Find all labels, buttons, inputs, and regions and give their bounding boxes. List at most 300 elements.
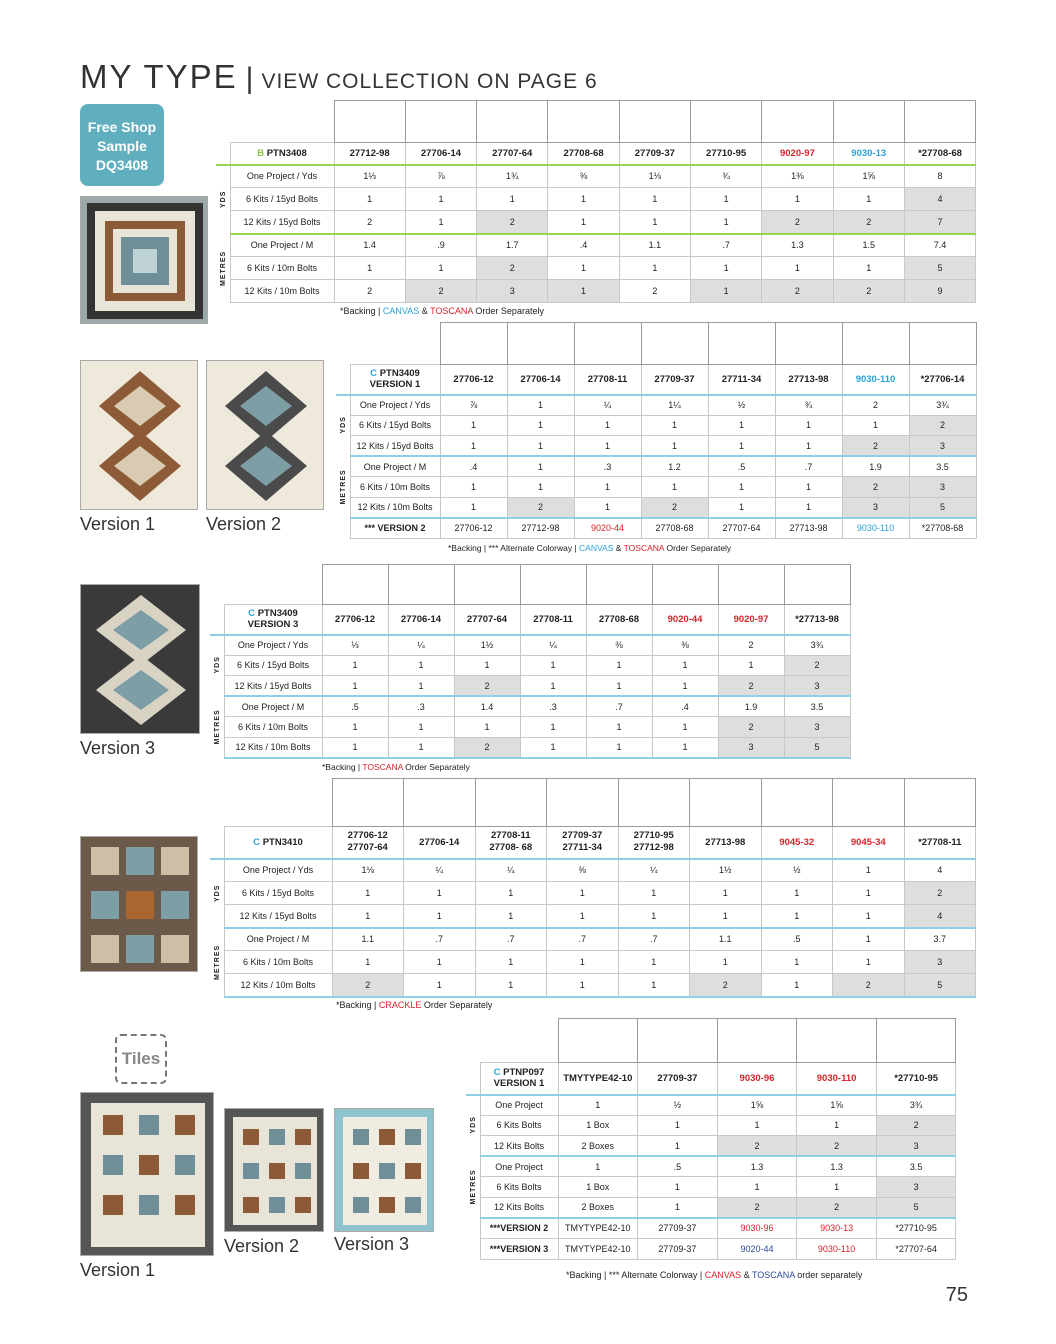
quantity-cell: 1	[775, 497, 842, 518]
quantity-cell: 2	[717, 1197, 797, 1218]
quantity-row	[210, 928, 976, 951]
tiles-version-3-label: Version 3	[334, 1234, 410, 1254]
quantity-row	[466, 1177, 956, 1198]
quilt-image-ptn3409-version-2	[206, 360, 324, 510]
quantity-cell: ¼	[574, 395, 641, 416]
quantity-cell: 1	[833, 859, 905, 882]
quantity-cell: 2	[332, 974, 404, 997]
fabric-code: 27710-95 27712-98	[618, 827, 690, 859]
row-label: One Project / M	[224, 696, 322, 717]
pattern-prefix: C	[253, 836, 261, 848]
quantity-cell: 1	[618, 951, 690, 974]
quantity-cell: 1	[475, 882, 547, 905]
row-label: 6 Kits / 10m Bolts	[224, 951, 332, 974]
quantity-cell: 1.2	[641, 456, 708, 477]
row-label: 6 Kits / 15yd Bolts	[224, 655, 322, 676]
fabric-code: 9030-110	[842, 518, 909, 539]
quantity-cell: 1	[405, 257, 476, 280]
note-toscana: TOSCANA	[751, 1270, 795, 1280]
quantity-row	[210, 859, 976, 882]
quantity-cell: 3.7	[904, 928, 976, 951]
fabric-code: 27709-37	[619, 143, 690, 165]
quilt-image-ptnp097-version-3	[334, 1108, 434, 1232]
quantity-cell: 1	[475, 951, 547, 974]
quantity-cell: 2	[797, 1197, 877, 1218]
quantity-cell: 1	[618, 882, 690, 905]
yds-side-label: YDS	[213, 656, 221, 674]
quantity-cell: 1	[440, 477, 507, 498]
quantity-cell: 1.5	[833, 234, 904, 257]
quantity-cell: 1⅓	[334, 165, 405, 188]
row-label: One Project / M	[224, 928, 332, 951]
fabric-code: 27711-34	[708, 365, 775, 395]
quantity-cell: 1	[833, 928, 905, 951]
quantity-cell: 1	[454, 655, 520, 676]
fabric-code: 27707-64	[454, 605, 520, 635]
quilt-image-ptn3410	[80, 836, 198, 972]
quantity-row	[216, 211, 976, 234]
quantity-cell: 2	[334, 280, 405, 303]
quantity-cell: 9	[904, 280, 975, 303]
pattern-prefix: C	[493, 1067, 501, 1079]
quantity-cell: 1.4	[334, 234, 405, 257]
note-toscana: TOSCANA	[362, 762, 403, 772]
quantity-cell: 1	[507, 436, 574, 457]
quantity-cell: 1	[520, 737, 586, 758]
row-label: 6 Kits / 10m Bolts	[224, 717, 322, 738]
quantity-row	[466, 1156, 956, 1177]
quantity-cell: 2	[797, 1136, 877, 1157]
fabric-code: *27710-95	[876, 1218, 956, 1239]
quantity-cell: 1	[548, 257, 619, 280]
version-1-label: Version 1	[80, 514, 156, 534]
quantity-cell: 1.3	[797, 1156, 877, 1177]
quantity-cell: 1	[761, 882, 833, 905]
fabric-code: TMYTYPE42-10	[558, 1063, 638, 1095]
quantity-cell: 1	[507, 477, 574, 498]
quantity-row	[210, 717, 850, 738]
version-row-label: ***VERSION 3	[480, 1239, 558, 1260]
quantity-cell: 1	[332, 882, 404, 905]
quantity-cell: 1	[797, 1177, 877, 1198]
note-text: Order Separately	[664, 543, 732, 553]
quantity-cell: 1	[548, 188, 619, 211]
quantity-cell: 1¼	[641, 395, 708, 416]
quantity-cell: 1	[388, 717, 454, 738]
yds-side-label: YDS	[213, 883, 221, 902]
fabric-code: 27709-37	[638, 1063, 718, 1095]
quantity-cell: ¼	[388, 635, 454, 656]
quantity-cell: 1	[619, 211, 690, 234]
row-label: One Project	[480, 1156, 558, 1177]
quantity-cell: 4	[904, 188, 975, 211]
quantity-cell: 1	[638, 1177, 718, 1198]
quantity-row	[336, 415, 976, 436]
quantity-cell: 1⅝	[797, 1095, 877, 1116]
header-separator: |	[245, 62, 254, 95]
fabric-code: 9020-97	[718, 605, 784, 635]
yds-side-label: YDS	[469, 1116, 477, 1134]
quantity-cell: 2	[405, 280, 476, 303]
fabric-code: 27707-64	[477, 143, 548, 165]
quantity-cell: 1 Box	[558, 1177, 638, 1198]
page-header	[80, 58, 598, 96]
quantity-cell: 8	[904, 165, 975, 188]
quantity-cell: ¾	[690, 165, 761, 188]
quantity-cell: 1	[652, 737, 718, 758]
quantity-cell: 2	[842, 477, 909, 498]
quantity-cell: .3	[574, 456, 641, 477]
fabric-code: 9030-110	[842, 365, 909, 395]
quantity-cell: 2 Boxes	[558, 1136, 638, 1157]
free-shop-sample-badge	[80, 104, 164, 186]
quantity-cell: 1	[405, 188, 476, 211]
quantity-row	[336, 497, 976, 518]
fabric-code: 9030-96	[717, 1063, 797, 1095]
quantity-cell: 1	[586, 717, 652, 738]
note-text: &	[741, 1270, 752, 1280]
quilt-image-ptn3408	[80, 196, 208, 324]
quantity-cell: 1.1	[690, 928, 762, 951]
table-note-ptnp097	[566, 1270, 862, 1280]
quantity-cell: .7	[690, 234, 761, 257]
fabric-code: *27713-98	[784, 605, 850, 635]
quantity-cell: 3	[842, 497, 909, 518]
quantity-row	[216, 280, 976, 303]
fabric-code: *27707-64	[876, 1239, 956, 1260]
fabric-code: 27708-11 27708- 68	[475, 827, 547, 859]
row-label: 12 Kits / 15yd Bolts	[350, 436, 440, 457]
row-label: 6 Kits / 15yd Bolts	[230, 188, 334, 211]
quantity-cell: 2	[904, 882, 976, 905]
fabric-table-ptn3409-v3	[210, 564, 851, 759]
quantity-cell: ⅓	[322, 635, 388, 656]
quantity-cell: 2	[718, 717, 784, 738]
version-row-label: ***VERSION 2	[480, 1218, 558, 1239]
row-label: 12 Kits / 15yd Bolts	[224, 905, 332, 928]
quantity-cell: 2	[876, 1115, 956, 1136]
quantity-cell: ½	[761, 859, 833, 882]
quantity-cell: 1	[548, 280, 619, 303]
quantity-cell: 1	[690, 951, 762, 974]
quantity-row	[210, 974, 976, 997]
pattern-cell	[230, 143, 334, 165]
metres-side-label: METRES	[213, 709, 221, 745]
quantity-cell: 1	[475, 974, 547, 997]
row-label: 6 Kits / 15yd Bolts	[224, 882, 332, 905]
quantity-cell: 1	[507, 415, 574, 436]
quilt-image-ptnp097-version-1	[80, 1092, 214, 1256]
fabric-code: 27713-98	[775, 518, 842, 539]
quantity-cell: .3	[520, 696, 586, 717]
note-text: *Backing | *** Alternate Colorway |	[448, 543, 580, 553]
quantity-cell: 7.4	[904, 234, 975, 257]
quantity-cell: 1	[652, 655, 718, 676]
quantity-cell: 1	[761, 974, 833, 997]
metres-side-label: METRES	[469, 1169, 477, 1205]
quantity-cell: 1	[652, 676, 718, 697]
quantity-cell: 1	[762, 188, 833, 211]
quantity-cell: ¼	[618, 859, 690, 882]
quantity-cell: .4	[440, 456, 507, 477]
row-label: 12 Kits Bolts	[480, 1197, 558, 1218]
version-row-label: *** VERSION 2	[350, 518, 440, 539]
tiles-version-1-label: Version 1	[80, 1260, 156, 1280]
quantity-cell: 1	[690, 257, 761, 280]
quantity-cell: 1	[574, 477, 641, 498]
fabric-code: 27708-68	[641, 518, 708, 539]
quantity-cell: 1	[388, 676, 454, 697]
quantity-cell: 1⅝	[833, 165, 904, 188]
fabric-code: *27706-14	[909, 365, 976, 395]
fabric-code: *27710-95	[876, 1063, 956, 1095]
quantity-cell: 5	[904, 257, 975, 280]
quantity-cell: 2	[717, 1136, 797, 1157]
row-label: 6 Kits Bolts	[480, 1115, 558, 1136]
quantity-cell: 2	[718, 676, 784, 697]
row-label: 6 Kits / 10m Bolts	[350, 477, 440, 498]
quantity-cell: 1	[574, 436, 641, 457]
row-label: One Project / Yds	[350, 395, 440, 416]
quantity-cell: .9	[405, 234, 476, 257]
quantity-cell: 7	[904, 211, 975, 234]
quantity-cell: 1⅛	[332, 859, 404, 882]
fabric-code: 9045-34	[833, 827, 905, 859]
quantity-cell: 1	[404, 974, 476, 997]
note-text: Order Separately	[472, 306, 544, 316]
quantity-cell: 2	[718, 635, 784, 656]
quantity-cell: 1	[558, 1095, 638, 1116]
row-label: 12 Kits Bolts	[480, 1136, 558, 1157]
yds-side-label: YDS	[339, 416, 347, 434]
quantity-cell: .7	[404, 928, 476, 951]
quantity-cell: 1	[690, 882, 762, 905]
quantity-cell: 2	[690, 974, 762, 997]
quantity-cell: 1 Box	[558, 1115, 638, 1136]
quantity-cell: .4	[652, 696, 718, 717]
quantity-row	[210, 951, 976, 974]
quantity-cell: 1	[332, 951, 404, 974]
row-label: One Project / Yds	[230, 165, 334, 188]
quantity-cell: 1	[477, 188, 548, 211]
quantity-cell: 5	[904, 974, 976, 997]
quantity-cell: 1	[548, 211, 619, 234]
quantity-cell: 2	[454, 737, 520, 758]
fabric-code: 9030-110	[797, 1239, 877, 1260]
quantity-cell: 1.7	[477, 234, 548, 257]
quantity-cell: 1	[520, 655, 586, 676]
quantity-cell: 1	[388, 655, 454, 676]
quantity-cell: 2	[833, 974, 905, 997]
quantity-cell: 3¾	[909, 395, 976, 416]
quantity-cell: 1	[618, 905, 690, 928]
fabric-code: 27709-37	[641, 365, 708, 395]
fabric-code: 9020-44	[652, 605, 718, 635]
quantity-cell: 2	[842, 436, 909, 457]
quantity-row	[336, 436, 976, 457]
yds-side-label: YDS	[219, 189, 227, 208]
fabric-code: *27708-68	[909, 518, 976, 539]
fabric-code: 9030-13	[797, 1218, 877, 1239]
quantity-cell: ⅞	[440, 395, 507, 416]
quantity-cell: 1	[641, 415, 708, 436]
table-note-ptn3409-v3	[322, 762, 470, 772]
quantity-cell: 1½	[454, 635, 520, 656]
fabric-code: 27709-37	[638, 1218, 718, 1239]
quantity-cell: 1.3	[762, 234, 833, 257]
fabric-code: TMYTYPE42-10	[558, 1218, 638, 1239]
fabric-code: 27706-14	[388, 605, 454, 635]
quantity-cell: ¾	[775, 395, 842, 416]
note-text: &	[613, 543, 624, 553]
note-text: *Backing |	[336, 1000, 379, 1010]
quantity-cell: 2	[641, 497, 708, 518]
quantity-cell: 2	[334, 211, 405, 234]
quantity-cell: .7	[618, 928, 690, 951]
fabric-code: 9045-32	[761, 827, 833, 859]
quantity-cell: 3¾	[784, 635, 850, 656]
note-text: Order Separately	[402, 762, 470, 772]
note-canvas: CANVAS	[382, 306, 420, 316]
quantity-row	[216, 165, 976, 188]
fabric-code: 27707-64	[708, 518, 775, 539]
quantity-cell: 5	[876, 1197, 956, 1218]
quantity-cell: 1	[708, 436, 775, 457]
fabric-code: 27708-11	[574, 365, 641, 395]
quantity-cell: 1	[322, 655, 388, 676]
quantity-cell: 3	[876, 1136, 956, 1157]
collection-title: MY TYPE	[80, 58, 238, 95]
pattern-number: PTNP097	[503, 1067, 545, 1079]
fabric-code: 27713-98	[775, 365, 842, 395]
quantity-cell: 2 Boxes	[558, 1197, 638, 1218]
quantity-row	[466, 1136, 956, 1157]
quantity-cell: 1	[404, 882, 476, 905]
quantity-cell: 1	[586, 676, 652, 697]
row-label: 12 Kits / 10m Bolts	[350, 497, 440, 518]
quantity-cell: 1	[547, 905, 619, 928]
fabric-code: 27706-14	[507, 365, 574, 395]
quantity-cell: 1	[652, 717, 718, 738]
quantity-cell: .7	[775, 456, 842, 477]
quantity-cell: 1⅜	[762, 165, 833, 188]
quantity-cell: 1	[638, 1115, 718, 1136]
row-label: 12 Kits / 10m Bolts	[230, 280, 334, 303]
quantity-cell: 1⅝	[717, 1095, 797, 1116]
quantity-cell: 1.4	[454, 696, 520, 717]
quantity-cell: 3.5	[909, 456, 976, 477]
quantity-row	[216, 257, 976, 280]
quantity-cell: 1	[475, 905, 547, 928]
quantity-cell: ⅜	[652, 635, 718, 656]
row-label: One Project / Yds	[224, 859, 332, 882]
row-label: 6 Kits / 10m Bolts	[230, 257, 334, 280]
quantity-cell: 1	[507, 456, 574, 477]
quantity-cell: 1.3	[717, 1156, 797, 1177]
row-label: 12 Kits / 10m Bolts	[224, 974, 332, 997]
quantity-cell: 1	[833, 882, 905, 905]
quantity-cell: 1	[775, 415, 842, 436]
quantity-row	[466, 1197, 956, 1218]
quantity-cell: 1	[619, 188, 690, 211]
pattern-number: PTN3410	[262, 836, 303, 848]
quantity-cell: ½	[638, 1095, 718, 1116]
badge-line-2: Sample	[97, 138, 147, 154]
fabric-code: TMYTYPE42-10	[558, 1239, 638, 1260]
quantity-row	[210, 882, 976, 905]
version-2-row	[466, 1218, 956, 1239]
quantity-cell: 1	[334, 188, 405, 211]
quantity-cell: 3	[784, 676, 850, 697]
quantity-cell: 2	[762, 280, 833, 303]
fabric-table-ptn3408	[216, 100, 976, 303]
quantity-cell: 3	[904, 951, 976, 974]
quantity-cell: 1	[708, 477, 775, 498]
fabric-code: *27708-11	[904, 827, 976, 859]
row-label: 6 Kits / 15yd Bolts	[350, 415, 440, 436]
quantity-cell: 4	[904, 905, 976, 928]
row-label: 12 Kits / 15yd Bolts	[230, 211, 334, 234]
quantity-cell: 1	[833, 188, 904, 211]
quantity-cell: 1	[454, 717, 520, 738]
quantity-row	[210, 696, 850, 717]
fabric-code: 9020-97	[762, 143, 833, 165]
metres-side-label: METRES	[213, 944, 221, 980]
quantity-cell: 1	[762, 257, 833, 280]
quantity-cell: 1	[641, 436, 708, 457]
quantity-row	[210, 737, 850, 758]
row-label: One Project / M	[230, 234, 334, 257]
quantity-row	[210, 676, 850, 697]
quantity-cell: 1	[619, 257, 690, 280]
quantity-cell: 1	[322, 676, 388, 697]
quantity-row	[336, 456, 976, 477]
quantity-row	[216, 234, 976, 257]
tiles-version-2-label: Version 2	[224, 1236, 300, 1256]
quantity-cell: 2	[784, 655, 850, 676]
quantity-cell: 1	[440, 497, 507, 518]
table-note-ptn3408	[340, 306, 544, 316]
note-crackle: CRACKLE	[378, 1000, 422, 1010]
quantity-cell: 1	[440, 415, 507, 436]
fabric-code: 9030-96	[717, 1218, 797, 1239]
note-text: *Backing |	[340, 306, 383, 316]
fabric-code: 27706-14	[405, 143, 476, 165]
pattern-number: PTN3408	[266, 147, 307, 159]
pattern-cell	[480, 1063, 558, 1095]
quantity-cell: ¼	[475, 859, 547, 882]
quantity-cell: .5	[322, 696, 388, 717]
quantity-cell: 1	[334, 257, 405, 280]
quantity-cell: 3	[876, 1177, 956, 1198]
pattern-number: PTN3409	[257, 608, 298, 620]
quantity-cell: 1	[638, 1197, 718, 1218]
quantity-cell: 1	[718, 655, 784, 676]
quantity-cell: .4	[548, 234, 619, 257]
quantity-cell: 2	[477, 211, 548, 234]
table-note-ptn3410	[336, 1000, 492, 1010]
pattern-version: VERSION 3	[247, 619, 299, 631]
fabric-code: 27709-37 27711-34	[547, 827, 619, 859]
quantity-cell: 1	[618, 974, 690, 997]
collection-subtitle: VIEW COLLECTION ON PAGE 6	[261, 70, 598, 93]
quantity-cell: 1	[833, 951, 905, 974]
quantity-cell: .7	[586, 696, 652, 717]
pattern-prefix: B	[257, 147, 265, 159]
quantity-cell: .5	[638, 1156, 718, 1177]
quantity-cell: 3	[909, 477, 976, 498]
quantity-row	[216, 188, 976, 211]
